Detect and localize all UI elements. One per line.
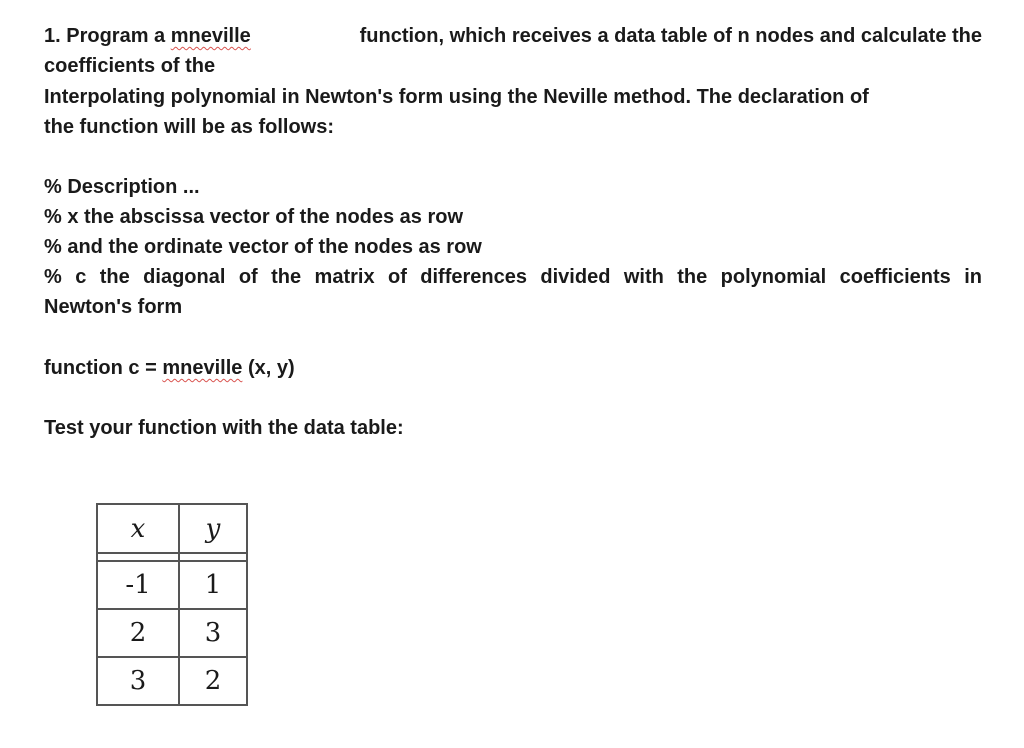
comment-y: % and the ordinate vector of the nodes as row [44, 236, 482, 258]
header-y: y [178, 503, 248, 554]
cell-y: 2 [178, 656, 248, 706]
declaration-function-name: mneville [162, 357, 243, 379]
cell-y: 3 [178, 608, 248, 656]
table-row [96, 656, 248, 706]
cell-x: 3 [96, 656, 178, 706]
test-instruction: Test your function with the data table: [44, 417, 404, 439]
problem-line-1-rest: function, which receives a data table of n nodes and calculate the [359, 25, 982, 47]
cell-x: 2 [96, 608, 178, 656]
table-header-row [96, 503, 248, 554]
function-name-mneville: mneville [170, 25, 251, 47]
header-x: x [96, 503, 178, 554]
problem-line-2: coefficients of the [44, 55, 216, 77]
problem-line-1-start: 1. Program a mneville [44, 25, 251, 47]
problem-line-1 [44, 24, 982, 48]
comment-x: % x the abscissa vector of the nodes as row [44, 206, 464, 228]
comment-description: % Description ... [44, 176, 200, 198]
table-row [96, 608, 248, 656]
comment-c-continued: Newton's form [44, 296, 183, 318]
data-table [96, 503, 248, 706]
cell-x: -1 [96, 560, 178, 608]
comment-c: % c the diagonal of the matrix of differences divided with the polynomial coefficients in [44, 266, 982, 288]
problem-line-4: the function will be as follows: [44, 116, 335, 138]
cell-y: 1 [178, 560, 248, 608]
function-declaration: function c = mneville (x, y) [44, 357, 295, 379]
problem-line-3: Interpolating polynomial in Newton's form using the Neville method. The declaration of [44, 86, 869, 108]
table-row [96, 560, 248, 608]
